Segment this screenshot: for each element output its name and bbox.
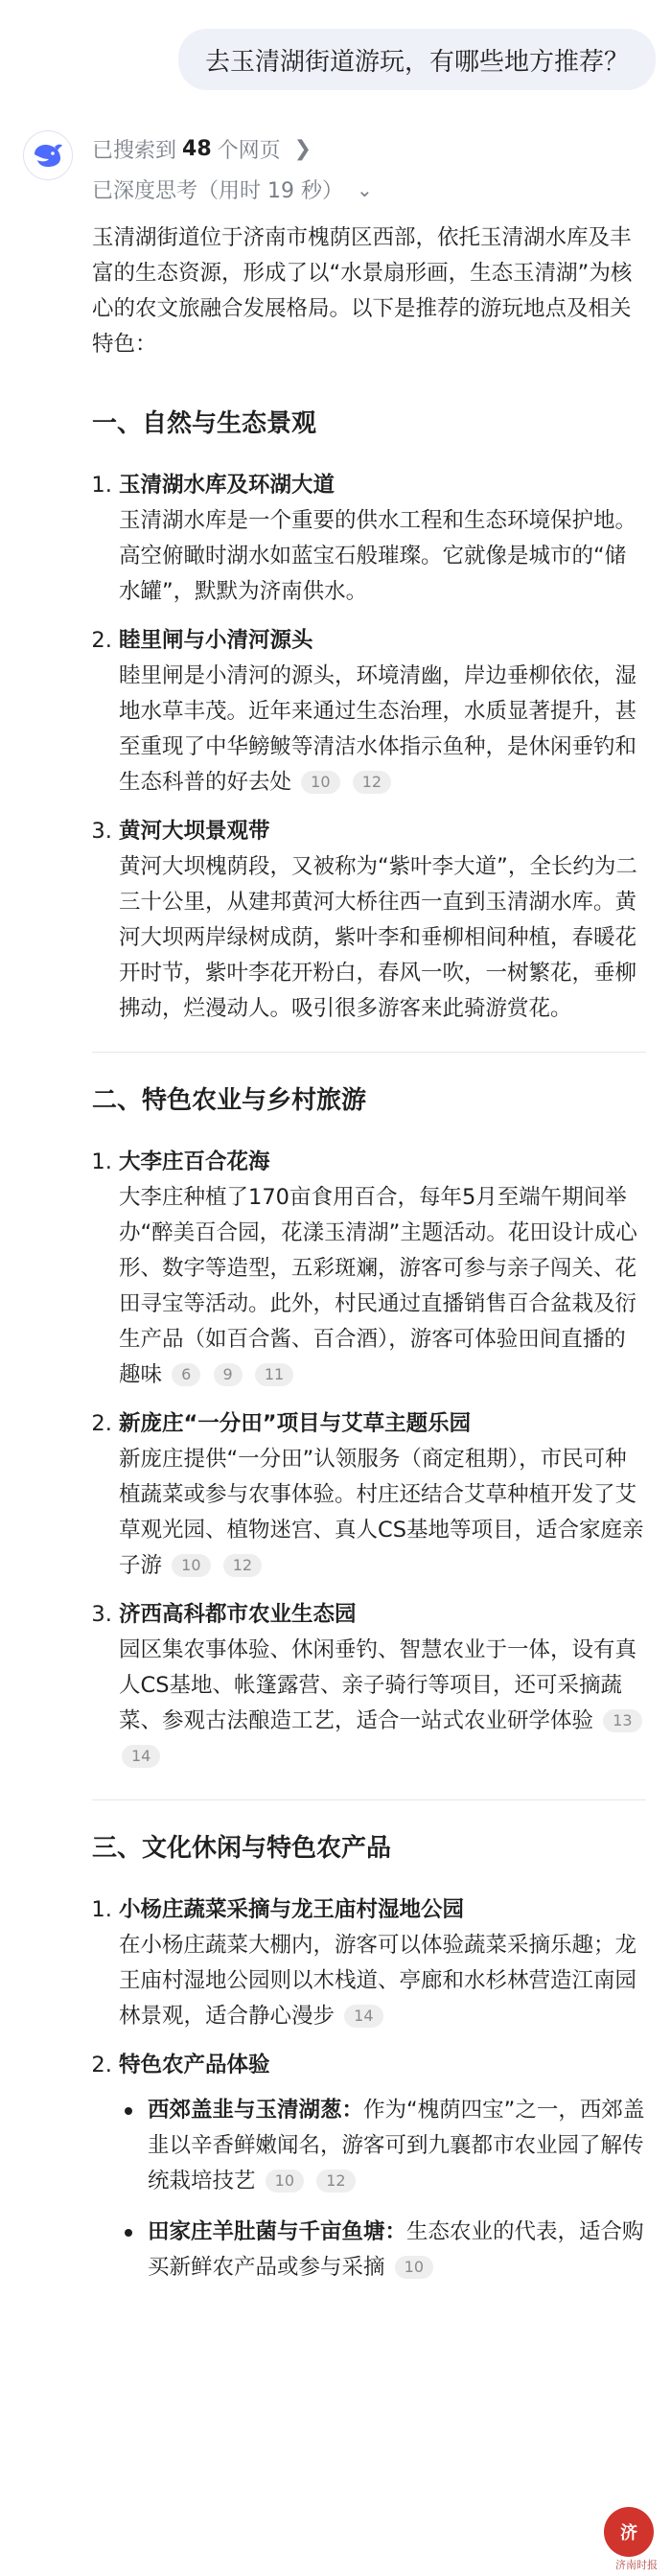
list-item (119, 1597, 646, 1775)
answer-section (92, 405, 646, 1027)
search-prefix: 已搜索到 (92, 139, 177, 163)
search-results-toggle[interactable] (92, 134, 312, 164)
citation-badge[interactable]: 6 (172, 1363, 200, 1386)
list-item (119, 1145, 646, 1393)
list-item (119, 814, 646, 1027)
item-body: 新庞庄提供“一分田”认领服务（商定租期），市民可种植蔬菜或参与农事体验。村庄还结合艾草种植开发了艾草观光园、植物迷宫、真人CS基地等项目，适合家庭亲子游 10 12 (119, 1447, 644, 1578)
item-title: 2. 特色农产品体验 (119, 2053, 270, 2077)
deep-thinking-toggle[interactable] (92, 174, 373, 204)
numbered-list (92, 1892, 646, 2286)
citation-badge[interactable]: 9 (214, 1363, 243, 1386)
answer-section (92, 1829, 646, 2286)
answer-sections (92, 405, 646, 2286)
bullet-title: 田家庄羊肚菌与千亩鱼塘： (148, 2219, 407, 2244)
bullet-title: 西郊盖韭与玉清湖葱： (148, 2098, 364, 2123)
chevron-down-icon: ⌄ (356, 177, 373, 201)
whale-logo-icon (32, 141, 64, 170)
citation-badge[interactable]: 14 (344, 2005, 382, 2028)
list-item (119, 468, 646, 610)
section-title: 一、自然与生态景观 (92, 409, 317, 438)
user-message-text: 去玉清湖街道游玩，有哪些地方推荐？ (204, 47, 629, 77)
section-divider (92, 1052, 646, 1053)
item-body: 睦里闸是小清河的源头，环境清幽，岸边垂柳依依，湿地水草丰茂。近年来通过生态治理，水质显著提升，甚至重现了中华鳑鲏等清洁水体指示鱼种，是休闲垂钓和生态科普的好去处 10 12 (119, 663, 637, 795)
list-item (119, 1892, 646, 2034)
citation-badge[interactable]: 10 (395, 2256, 433, 2279)
section-title: 三、文化休闲与特色农产品 (92, 1834, 392, 1863)
search-count: 48 (182, 137, 212, 161)
chevron-right-icon: ❯ (293, 137, 312, 161)
item-title: 3. 济西高科都市农业生态园 (119, 1602, 357, 1627)
citation-badge[interactable]: 12 (316, 2170, 355, 2193)
citation-badge[interactable]: 13 (603, 1709, 641, 1732)
list-item (119, 623, 646, 801)
answer-intro: 玉清湖街道位于济南市槐荫区西部，依托玉清湖水库及丰富的生态资源，形成了以“水景扇形画，生态玉清湖”为核心的农文旅融合发展格局。以下是推荐的游玩地点及相关特色： (92, 225, 633, 357)
citation-badge[interactable]: 11 (255, 1363, 293, 1386)
bullet-item (119, 2215, 646, 2286)
item-body: 园区集农事体验、休闲垂钓、智慧农业于一体，设有真人CS基地、帐篷露营、亲子骑行等项目，还可采摘蔬菜、参观古法酿造工艺，适合一站式农业研学体验 13 14 (119, 1633, 646, 1775)
item-title: 1. 玉清湖水库及环湖大道 (119, 473, 336, 498)
item-body: 黄河大坝槐荫段，又被称为“紫叶李大道”，全长约为二三十公里，从建邦黄河大桥往西一直到玉清湖水库。黄河大坝两岸绿树成荫，紫叶李和垂柳相间种植，春暖花开时节，紫叶李花开粉白，春风一吹，一树繁花，垂柳拂动，烂漫动人。吸引很多游客来此骑游赏花。 (119, 854, 637, 1021)
bullet-list (119, 2093, 646, 2286)
item-body: 大李庄种植了170亩食用百合，每年5月至端午期间举办“醉美百合园，花漾玉清湖”主题活动。花田设计成心形、数字等造型，五彩斑斓，游客可参与亲子闯关、花田寻宝等活动。此外，村民通过直播销售百合盆栽及衍生产品（如百合酱、百合酒），游客可体验田间直播的趣味 6 9 11 (119, 1185, 637, 1387)
citation-badge[interactable]: 10 (301, 771, 339, 794)
item-title: 1. 小杨庄蔬菜采摘与龙王庙村湿地公园 (119, 1897, 465, 1922)
watermark-caption: 济南时报 (615, 2559, 658, 2571)
citation-badge[interactable]: 12 (223, 1554, 262, 1577)
assistant-avatar (23, 130, 73, 180)
item-body: 在小杨庄蔬菜大棚内，游客可以体验蔬菜采摘乐趣；龙王庙村湿地公园则以木栈道、亭廊和水杉林营造江南园林景观，适合静心漫步 14 (119, 1933, 637, 2029)
section-divider (92, 1799, 646, 1800)
citation-badge[interactable]: 10 (172, 1554, 210, 1577)
numbered-list (92, 1145, 646, 1775)
section-title: 二、特色农业与乡村旅游 (92, 1086, 367, 1115)
answer-section (92, 1081, 646, 1775)
numbered-list (92, 468, 646, 1027)
item-title: 1. 大李庄百合花海 (119, 1149, 270, 1174)
thinking-label: 已深度思考（用时 19 秒） (92, 179, 343, 203)
item-title: 2. 睦里闸与小清河源头 (119, 628, 313, 653)
citation-badge[interactable]: 10 (266, 2170, 304, 2193)
assistant-answer (92, 220, 646, 2301)
user-message-bubble (178, 29, 656, 90)
item-body: 玉清湖水库是一个重要的供水工程和生态环境保护地。高空俯瞰时湖水如蓝宝石般璀璨。它就像是城市的“储水罐”，默默为济南供水。 (119, 508, 637, 604)
list-item (119, 1406, 646, 1584)
citation-badge[interactable]: 14 (122, 1745, 160, 1768)
list-item (119, 2048, 646, 2286)
watermark-badge: 济 (604, 2507, 654, 2557)
search-suffix: 个网页 (217, 139, 281, 163)
citation-badge[interactable]: 12 (353, 771, 391, 794)
bullet-body: 作为“槐荫四宝”之一，西郊盖韭以辛香鲜嫩闻名，游客可到九襄都市农业园了解传统栽培技艺 (148, 2098, 645, 2193)
bullet-body: 生态农业的代表，适合购买新鲜农产品或参与采摘 (148, 2219, 644, 2280)
item-title: 2. 新庞庄“一分田”项目与艾草主题乐园 (119, 1411, 472, 1436)
bullet-item (119, 2093, 646, 2199)
item-title: 3. 黄河大坝景观带 (119, 819, 270, 844)
